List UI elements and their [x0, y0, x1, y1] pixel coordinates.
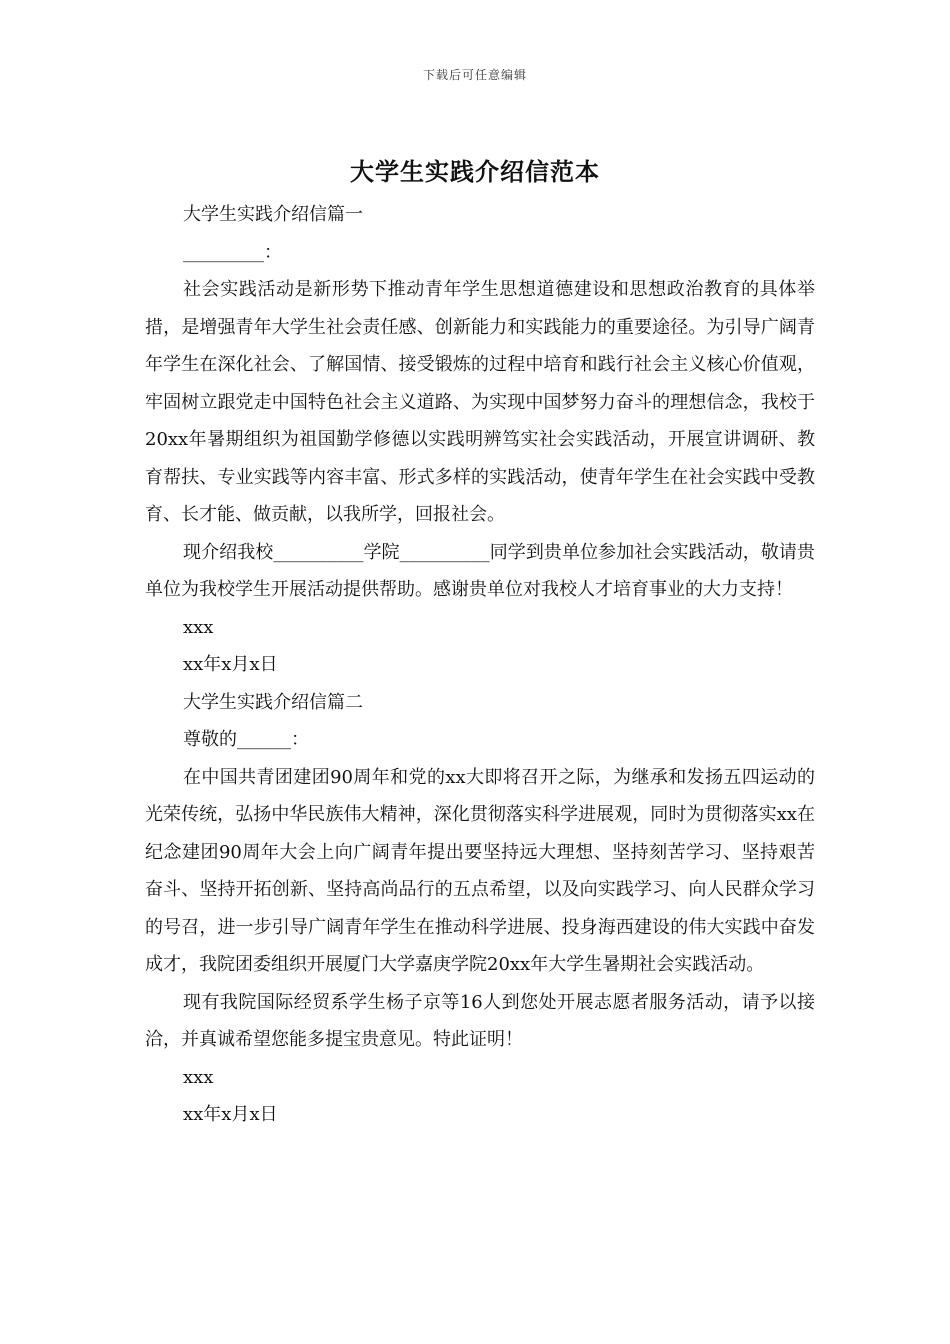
letter2-paragraph-1: 在中国共青团建团90周年和党的xx大即将召开之际，为继承和发扬五四运动的光荣传统，弘扬中华民族伟大精神，深化贯彻落实科学进展观，同时为贯彻落实xx在纪念建团90周年大会上向广阔青年提出要坚持远大理想、坚持刻苦学习、坚持艰苦奋斗、坚持开拓创新、坚持高尚品行的五点希望，以及向实践学习、向人民群众学习的号召，进一步引导广阔青年学生在推动科学进展、投身海西建设的伟大实践中奋发成才，我院团委组织开展厦门大学嘉庚学院20xx年大学生暑期社会实践活动。 — [145, 766, 815, 975]
header-note: 下载后可任意编辑 — [422, 68, 527, 82]
letter1-signature: xxx — [183, 616, 214, 638]
document-body — [145, 196, 815, 1134]
letter1-paragraph-2: 现介绍我校__________学院__________同学到贵单位参加社会实践活动，敬请贵单位为我校学生开展活动提供帮助。感谢贵单位对我校人才培育事业的大力支持！ — [145, 541, 815, 600]
document-title: 大学生实践介绍信范本 — [350, 157, 600, 186]
letter2-heading: 大学生实践介绍信篇二 — [183, 691, 363, 713]
letter1-salutation: _________： — [183, 241, 282, 263]
letter2-paragraph-2: 现有我院国际经贸系学生杨子京等16人到您处开展志愿者服务活动，请予以接洽，并真诚希望您能多提宝贵意见。特此证明！ — [145, 991, 815, 1050]
letter2-signature: xxx — [183, 1066, 214, 1088]
letter1-date: xx年x月x日 — [183, 654, 278, 675]
letter2-salutation: 尊敬的______： — [183, 729, 309, 750]
letter1-paragraph-1: 社会实践活动是新形势下推动青年学生思想道德建设和思想政治教育的具体举措，是增强青年大学生社会责任感、创新能力和实践能力的重要途径。为引导广阔青年学生在深化社会、了解国情、接受锻炼的过程中培育和践行社会主义核心价值观，牢固树立跟党走中国特色社会主义道路、为实现中国梦努力奋斗的理想信念，我校于20xx年暑期组织为祖国勤学修德以实践明辨笃实社会实践活动，开展宣讲调研、教育帮扶、专业实践等内容丰富、形式多样的实践活动，使青年学生在社会实践中受教育、长才能、做贡献，以我所学，回报社会。 — [145, 279, 815, 525]
letter1-heading: 大学生实践介绍信篇一 — [183, 204, 363, 225]
letter2-date: xx年x月x日 — [183, 1104, 278, 1125]
